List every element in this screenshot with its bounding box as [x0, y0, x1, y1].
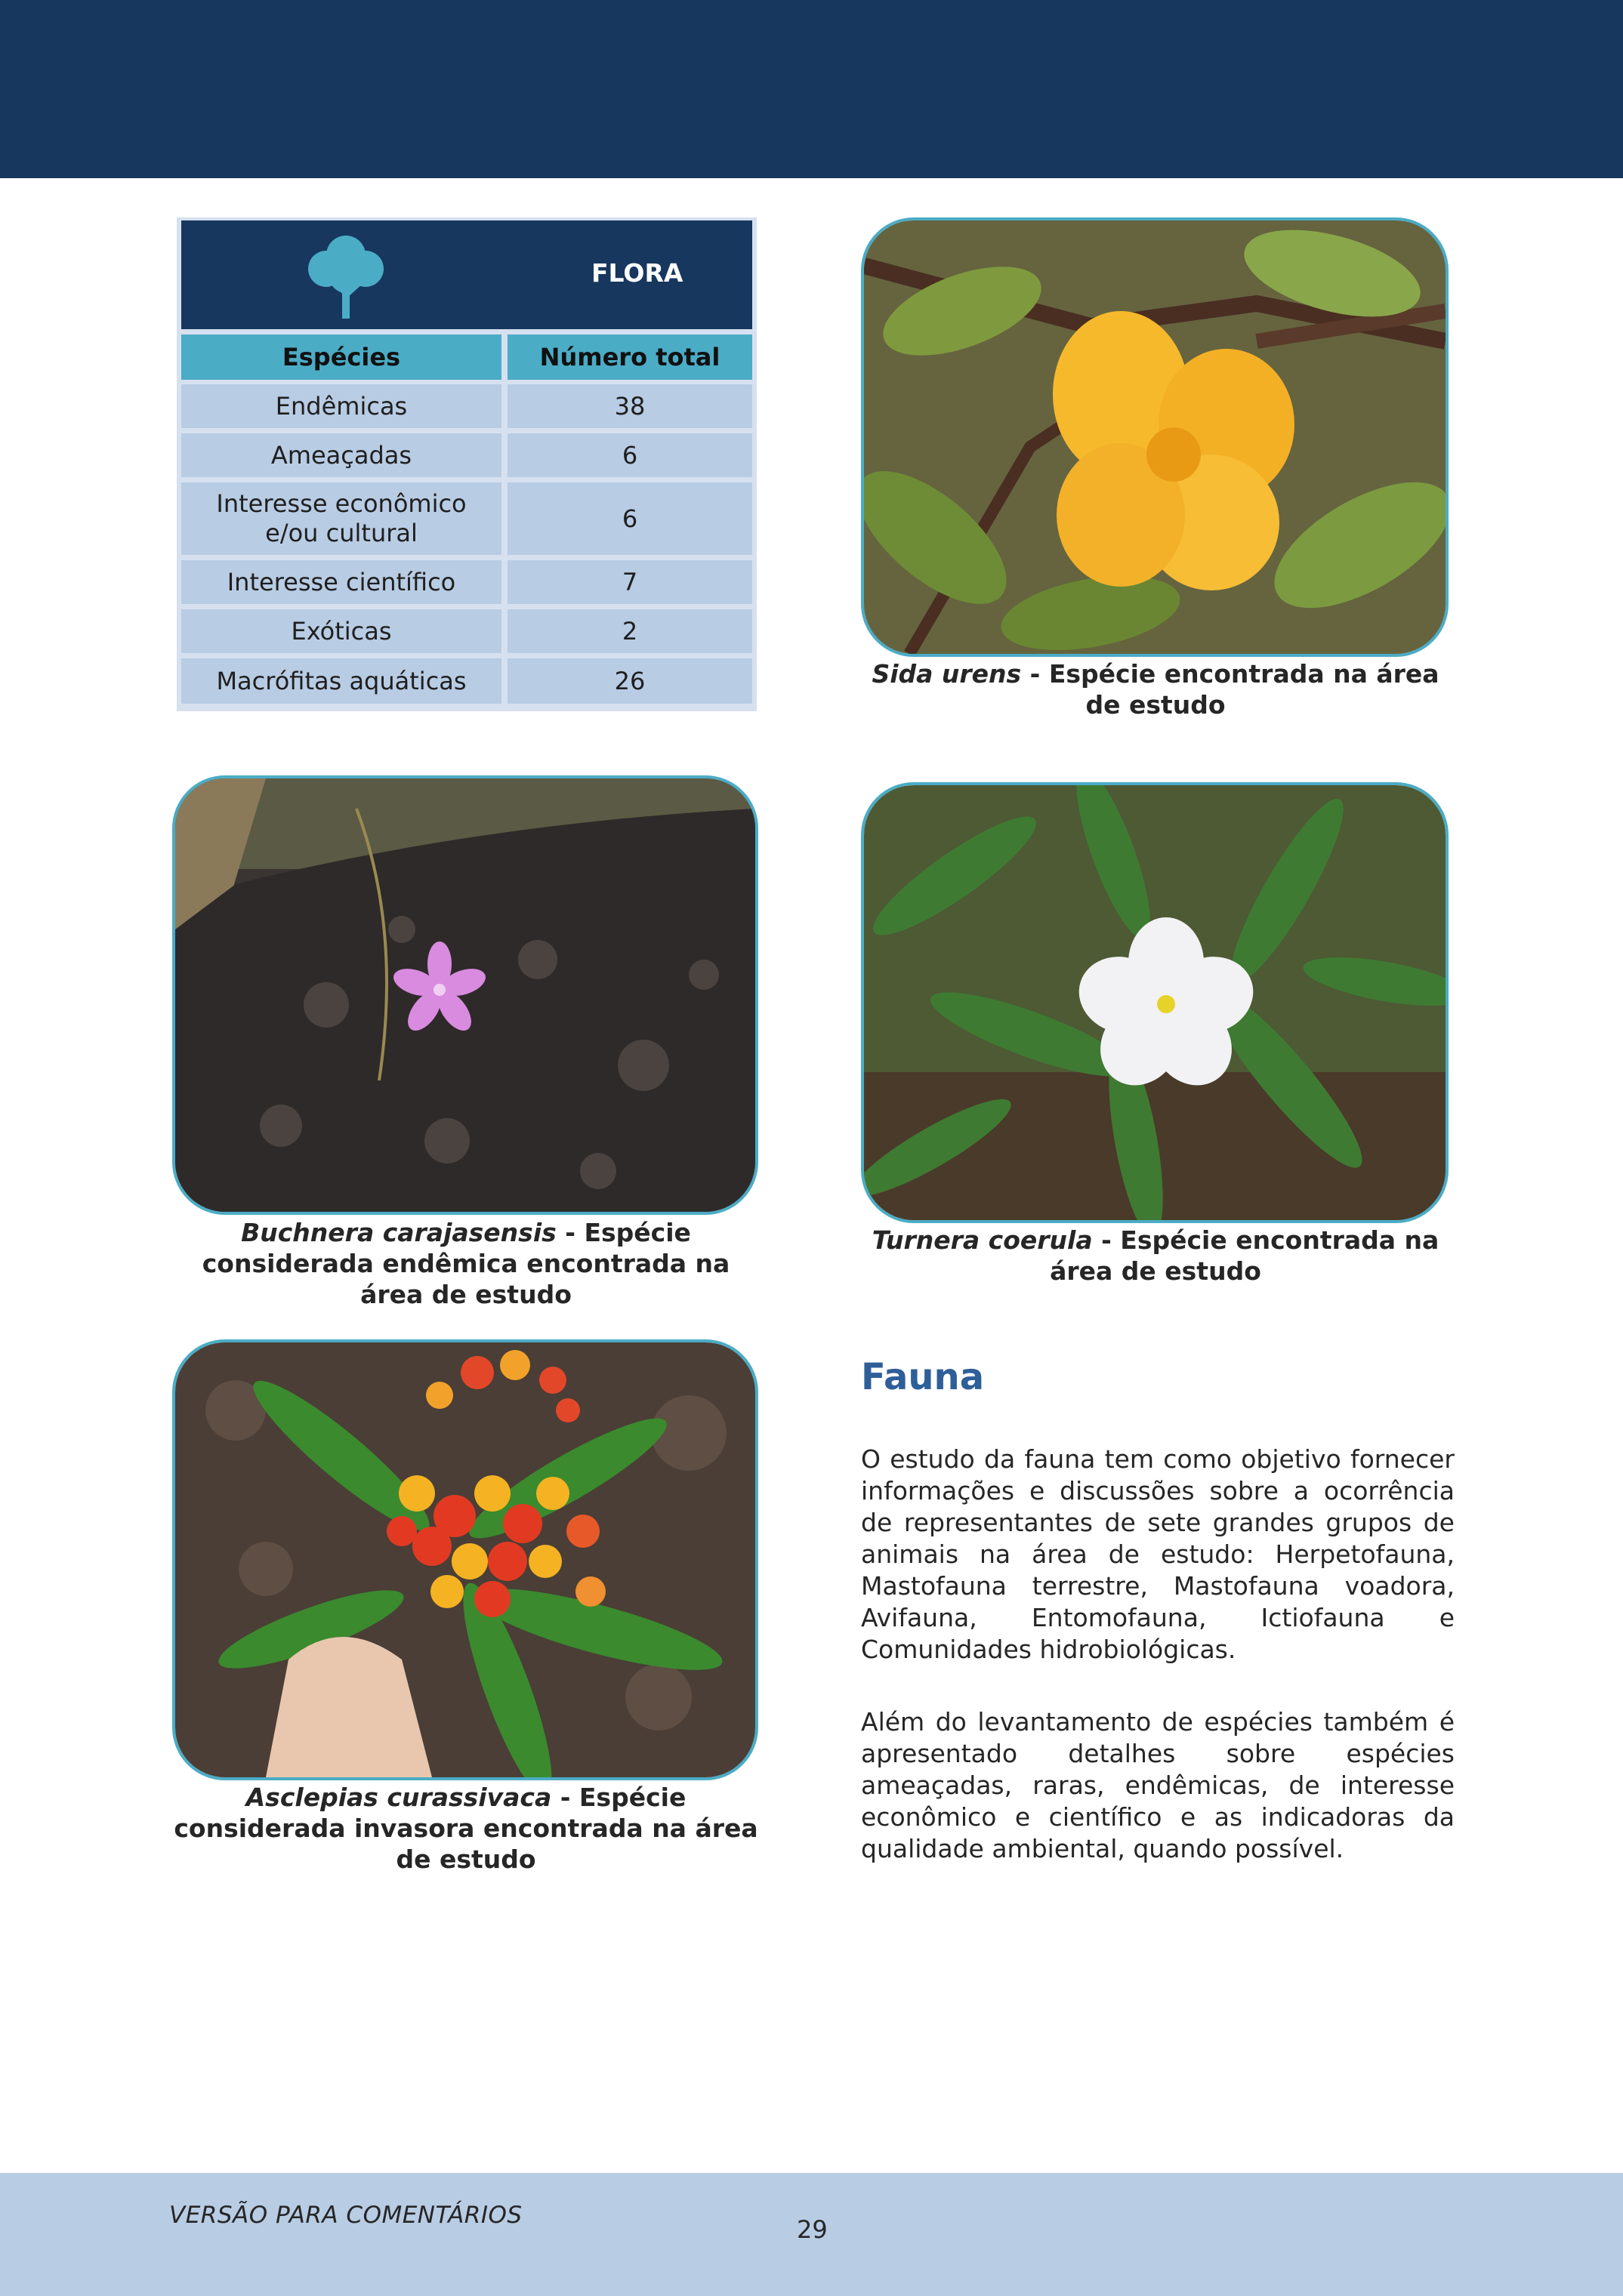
fauna-paragraph-2: Além do levantamento de espécies também é apresentado detalhes sobre espécies ameaçadas, raras, endêmicas, de interesse econômico e científico e as indicadoras da qualidade ambiental, quando possível. — [861, 1707, 1455, 1863]
flora-table-header — [181, 220, 752, 329]
total-cell: 26 — [508, 658, 752, 704]
total-cell: 6 — [508, 482, 752, 555]
caption-asclepias-curassivaca: Asclepias curassivaca - Espécie considerada invasora encontrada na área de estudo — [174, 1783, 758, 1874]
caption-turnera-coerula: Turnera coerula - Espécie encontrada na área de estudo — [872, 1225, 1439, 1286]
page-number: 29 — [797, 2215, 828, 2244]
tree-icon — [301, 233, 391, 320]
table-row — [181, 658, 752, 704]
caption-buchnera-carajasensis: Buchnera carajasensis - Espécie considerada endêmica encontrada na área de estudo — [202, 1218, 730, 1309]
table-header-row — [181, 334, 752, 380]
total-cell: 7 — [508, 560, 752, 604]
fauna-paragraph-1: O estudo da fauna tem como objetivo fornecer informações e discussões sobre a ocorrência de representantes de sete grandes grupos de animais na área de estudo: Herpetofauna, Mastofauna terrestre, Mastofauna voadora, Avifauna, Entomofauna, Ictiofauna e Comunidades hidrobiológicas. — [861, 1444, 1455, 1664]
species-cell: Endêmicas — [181, 384, 501, 428]
version-label: VERSÃO PARA COMENTÁRIOS — [169, 2202, 523, 2229]
caption-sida-urens: Sida urens - Espécie encontrada na área de estudo — [872, 659, 1439, 720]
flora-title: FLORA — [591, 258, 683, 288]
species-cell: Macrófitas aquáticas — [181, 658, 501, 704]
buchnera-carajasensis-photo — [172, 775, 758, 1215]
species-cell: Interesse científico — [181, 560, 501, 604]
table-row — [181, 384, 752, 428]
table-row — [181, 560, 752, 604]
turnera-coerula-photo — [861, 782, 1449, 1223]
species-cell: Exóticas — [181, 609, 501, 653]
column-header-total: Número total — [508, 334, 752, 380]
species-cell: Ameaçadas — [181, 433, 501, 477]
sida-urens-photo — [861, 217, 1449, 657]
species-cell: Interesse econômico e/ou cultural — [181, 482, 501, 555]
total-cell: 2 — [508, 609, 752, 653]
table-row — [181, 433, 752, 477]
fauna-heading: Fauna — [861, 1356, 985, 1398]
footer-band — [0, 2173, 1623, 2296]
header-band — [0, 0, 1623, 178]
asclepias-curassivaca-photo — [172, 1339, 758, 1780]
column-header-species: Espécies — [181, 334, 501, 380]
total-cell: 6 — [508, 433, 752, 477]
table-row — [181, 482, 752, 555]
total-cell: 38 — [508, 384, 752, 428]
table-row — [181, 609, 752, 653]
